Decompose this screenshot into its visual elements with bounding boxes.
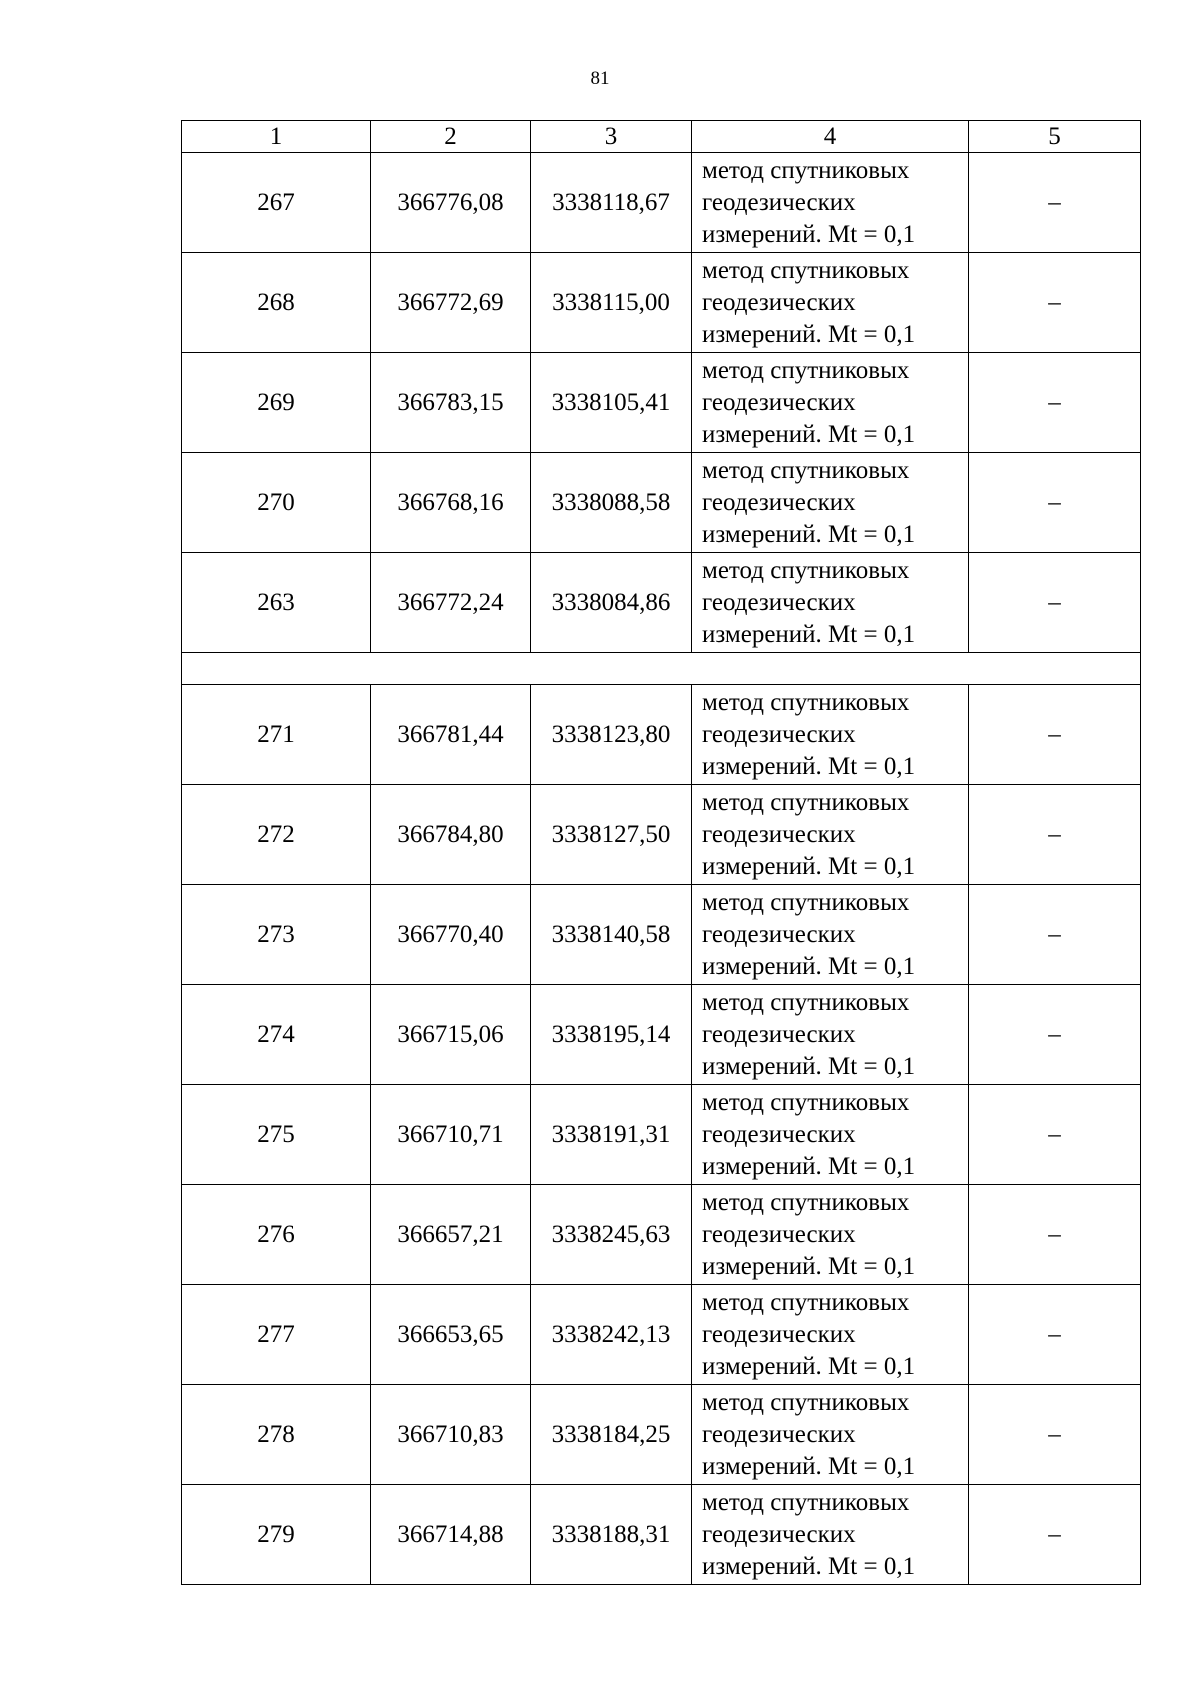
method-line: метод спутниковых <box>702 556 910 584</box>
x-coordinate-cell: 366783,15 <box>371 353 531 453</box>
method-line: геодезических <box>702 1020 856 1048</box>
table-row <box>182 885 1141 985</box>
point-number-cell: 278 <box>182 1385 371 1485</box>
y-coordinate-cell: 3338188,31 <box>531 1485 692 1585</box>
page-number: 81 <box>590 68 610 89</box>
method-cell <box>692 1285 969 1385</box>
method-line: измерений. Mt = 0,1 <box>702 420 916 448</box>
point-number-cell: 279 <box>182 1485 371 1585</box>
column-header: 2 <box>371 121 531 153</box>
method-line: измерений. Mt = 0,1 <box>702 520 916 548</box>
method-line: геодезических <box>702 1520 856 1548</box>
note-cell: – <box>969 1485 1141 1585</box>
note-cell: – <box>969 553 1141 653</box>
y-coordinate-cell: 3338118,67 <box>531 153 692 253</box>
note-cell: – <box>969 453 1141 553</box>
method-line: метод спутниковых <box>702 788 910 816</box>
method-line: метод спутниковых <box>702 156 910 184</box>
method-line: геодезических <box>702 288 856 316</box>
method-line: геодезических <box>702 588 856 616</box>
point-number-cell: 275 <box>182 1085 371 1185</box>
method-line: геодезических <box>702 920 856 948</box>
method-line: измерений. Mt = 0,1 <box>702 1252 916 1280</box>
x-coordinate-cell: 366653,65 <box>371 1285 531 1385</box>
y-coordinate-cell: 3338184,25 <box>531 1385 692 1485</box>
y-coordinate-cell: 3338191,31 <box>531 1085 692 1185</box>
x-coordinate-cell: 366781,44 <box>371 685 531 785</box>
table-row <box>182 453 1141 553</box>
method-line: метод спутниковых <box>702 688 910 716</box>
method-line: измерений. Mt = 0,1 <box>702 220 916 248</box>
method-cell <box>692 685 969 785</box>
y-coordinate-cell: 3338115,00 <box>531 253 692 353</box>
method-line: измерений. Mt = 0,1 <box>702 1452 916 1480</box>
method-line: метод спутниковых <box>702 888 910 916</box>
method-cell <box>692 153 969 253</box>
method-cell <box>692 253 969 353</box>
table-row <box>182 1485 1141 1585</box>
y-coordinate-cell: 3338088,58 <box>531 453 692 553</box>
table-body <box>182 153 1141 1585</box>
table-header-row <box>182 121 1141 153</box>
table-row <box>182 353 1141 453</box>
method-line: измерений. Mt = 0,1 <box>702 1052 916 1080</box>
note-cell: – <box>969 1085 1141 1185</box>
point-number-cell: 273 <box>182 885 371 985</box>
column-header: 4 <box>692 121 969 153</box>
point-number-cell: 271 <box>182 685 371 785</box>
x-coordinate-cell: 366776,08 <box>371 153 531 253</box>
y-coordinate-cell: 3338084,86 <box>531 553 692 653</box>
point-number-cell: 267 <box>182 153 371 253</box>
method-line: геодезических <box>702 1320 856 1348</box>
method-line: метод спутниковых <box>702 256 910 284</box>
method-line: геодезических <box>702 720 856 748</box>
method-line: метод спутниковых <box>702 1288 910 1316</box>
point-number-cell: 270 <box>182 453 371 553</box>
note-cell: – <box>969 153 1141 253</box>
table-row <box>182 1285 1141 1385</box>
column-header: 5 <box>969 121 1141 153</box>
x-coordinate-cell: 366657,21 <box>371 1185 531 1285</box>
method-line: метод спутниковых <box>702 456 910 484</box>
point-number-cell: 272 <box>182 785 371 885</box>
note-cell: – <box>969 353 1141 453</box>
y-coordinate-cell: 3338245,63 <box>531 1185 692 1285</box>
method-line: измерений. Mt = 0,1 <box>702 852 916 880</box>
method-line: измерений. Mt = 0,1 <box>702 320 916 348</box>
note-cell: – <box>969 1385 1141 1485</box>
method-cell <box>692 985 969 1085</box>
table-row <box>182 985 1141 1085</box>
note-cell: – <box>969 1285 1141 1385</box>
x-coordinate-cell: 366714,88 <box>371 1485 531 1585</box>
method-cell <box>692 885 969 985</box>
table-row <box>182 553 1141 653</box>
method-line: измерений. Mt = 0,1 <box>702 1152 916 1180</box>
note-cell: – <box>969 253 1141 353</box>
method-cell <box>692 1385 969 1485</box>
method-line: геодезических <box>702 188 856 216</box>
column-header: 1 <box>182 121 371 153</box>
y-coordinate-cell: 3338242,13 <box>531 1285 692 1385</box>
method-line: метод спутниковых <box>702 1088 910 1116</box>
x-coordinate-cell: 366715,06 <box>371 985 531 1085</box>
note-cell: – <box>969 985 1141 1085</box>
method-cell <box>692 1485 969 1585</box>
point-number-cell: 263 <box>182 553 371 653</box>
method-line: метод спутниковых <box>702 988 910 1016</box>
group-separator-cell <box>182 653 1141 685</box>
table-row <box>182 1385 1141 1485</box>
x-coordinate-cell: 366784,80 <box>371 785 531 885</box>
method-line: метод спутниковых <box>702 1388 910 1416</box>
group-separator-row <box>182 653 1141 685</box>
note-cell: – <box>969 685 1141 785</box>
table-row <box>182 153 1141 253</box>
method-cell <box>692 553 969 653</box>
point-number-cell: 268 <box>182 253 371 353</box>
point-number-cell: 274 <box>182 985 371 1085</box>
x-coordinate-cell: 366772,69 <box>371 253 531 353</box>
method-cell <box>692 1085 969 1185</box>
point-number-cell: 269 <box>182 353 371 453</box>
method-line: геодезических <box>702 1420 856 1448</box>
method-line: геодезических <box>702 488 856 516</box>
point-number-cell: 276 <box>182 1185 371 1285</box>
y-coordinate-cell: 3338140,58 <box>531 885 692 985</box>
note-cell: – <box>969 885 1141 985</box>
table-row <box>182 1185 1141 1285</box>
point-number-cell: 277 <box>182 1285 371 1385</box>
method-line: измерений. Mt = 0,1 <box>702 620 916 648</box>
table-row <box>182 785 1141 885</box>
table-row <box>182 685 1141 785</box>
y-coordinate-cell: 3338127,50 <box>531 785 692 885</box>
method-cell <box>692 353 969 453</box>
method-line: метод спутниковых <box>702 356 910 384</box>
x-coordinate-cell: 366770,40 <box>371 885 531 985</box>
method-line: геодезических <box>702 820 856 848</box>
method-cell <box>692 1185 969 1285</box>
method-line: метод спутниковых <box>702 1188 910 1216</box>
method-cell <box>692 453 969 553</box>
coordinates-table <box>181 120 1141 1585</box>
method-line: геодезических <box>702 388 856 416</box>
table-row <box>182 253 1141 353</box>
method-line: геодезических <box>702 1120 856 1148</box>
x-coordinate-cell: 366710,83 <box>371 1385 531 1485</box>
x-coordinate-cell: 366772,24 <box>371 553 531 653</box>
column-header: 3 <box>531 121 692 153</box>
method-line: измерений. Mt = 0,1 <box>702 752 916 780</box>
method-line: геодезических <box>702 1220 856 1248</box>
y-coordinate-cell: 3338105,41 <box>531 353 692 453</box>
method-line: метод спутниковых <box>702 1488 910 1516</box>
note-cell: – <box>969 1185 1141 1285</box>
x-coordinate-cell: 366710,71 <box>371 1085 531 1185</box>
note-cell: – <box>969 785 1141 885</box>
y-coordinate-cell: 3338195,14 <box>531 985 692 1085</box>
x-coordinate-cell: 366768,16 <box>371 453 531 553</box>
method-line: измерений. Mt = 0,1 <box>702 952 916 980</box>
method-line: измерений. Mt = 0,1 <box>702 1352 916 1380</box>
y-coordinate-cell: 3338123,80 <box>531 685 692 785</box>
method-line: измерений. Mt = 0,1 <box>702 1552 916 1580</box>
table-row <box>182 1085 1141 1185</box>
method-cell <box>692 785 969 885</box>
